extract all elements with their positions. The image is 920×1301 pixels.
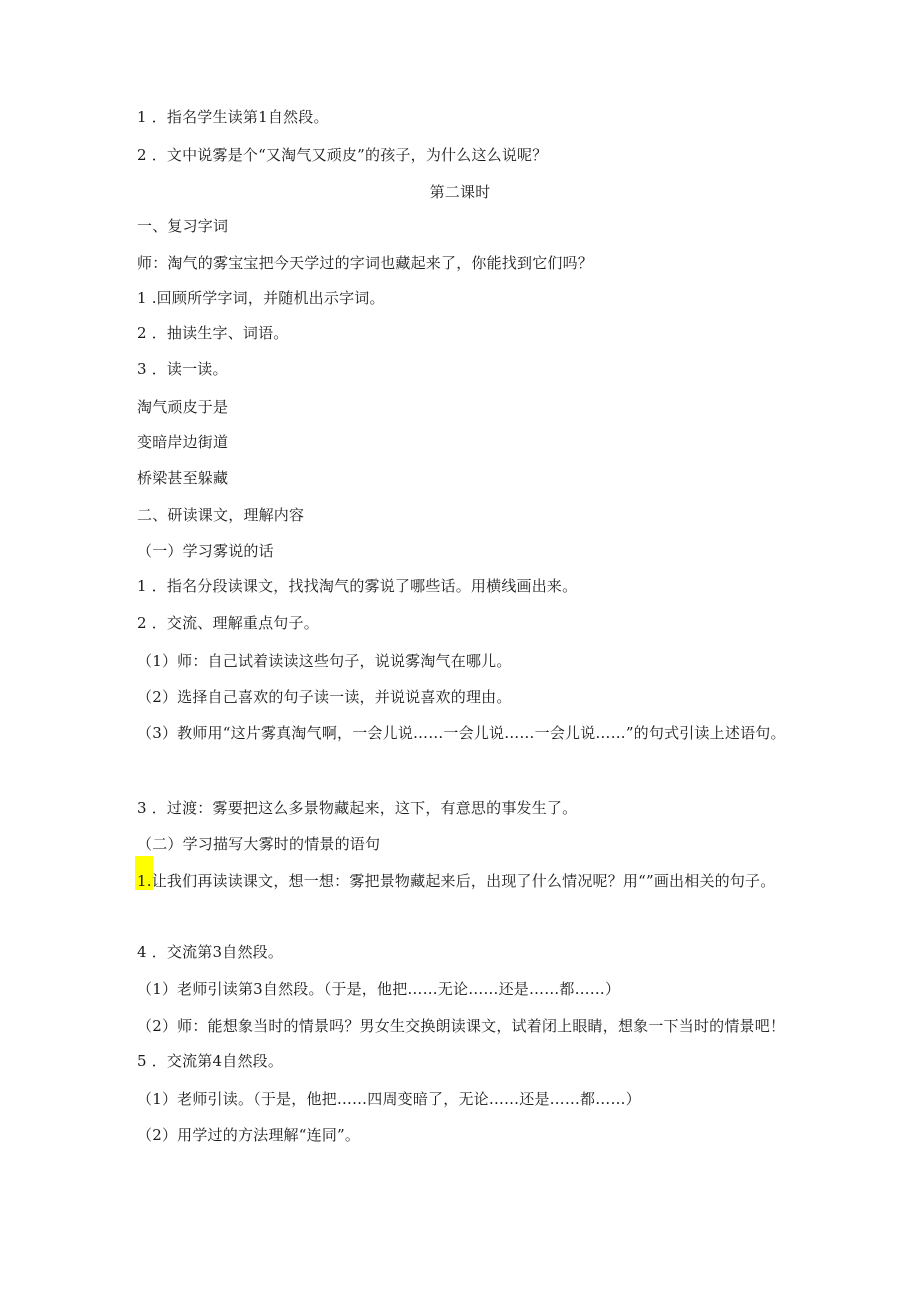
text-line-para3-2: （2）师：能想象当时的情景吗？男女生交换朗读课文，试着闭上眼睛，想象一下当时的情景吧！ xyxy=(137,1017,786,1035)
word-row-1: 淘气顽皮于是 xyxy=(137,398,229,416)
text-line-2: 2 ．文中说雾是个“又淘气又顽皮”的孩子，为什么这么说呢？ xyxy=(137,146,548,164)
text-line-reread-body: 让我们再读读课文，想一想：雾把景物藏起来后，出现了什么情况呢？用“”画出相关的句子。 xyxy=(151,872,776,890)
text-line-review-3: 3 ．读一读。 xyxy=(137,360,228,378)
subheading-fog-scene: （二）学习描写大雾时的情景的语句 xyxy=(137,835,381,853)
highlight-marker: 1. xyxy=(137,864,152,898)
word-row-2: 变暗岸边街道 xyxy=(137,433,229,451)
text-line-study-2-3: （3）教师用“这片雾真淘气啊，一会儿说……一会儿说……一会儿说……”的句式引读上述语句。 xyxy=(137,724,786,742)
text-line-para3: 4 ．交流第3自然段。 xyxy=(137,943,284,961)
text-line-study-2-2: （2）选择自己喜欢的句子读一读，并说说喜欢的理由。 xyxy=(137,688,512,706)
text-line-para4-2: （2）用学过的方法理解“连同”。 xyxy=(137,1126,361,1144)
text-line-para4: 5 ．交流第4自然段。 xyxy=(137,1052,284,1070)
text-line-study-2-1: （1）师：自己试着读读这些句子，说说雾淘气在哪儿。 xyxy=(137,652,512,670)
text-line-review-2: 2 ．抽读生字、词语。 xyxy=(137,324,289,342)
word-row-3: 桥梁甚至躲藏 xyxy=(137,469,229,487)
text-line-review-1: 1 .回顾所学字词，并随机出示字词。 xyxy=(137,289,385,307)
text-line-transition: 3 ．过渡：雾要把这么多景物藏起来，这下，有意思的事发生了。 xyxy=(137,799,578,817)
subheading-fog-words: （一）学习雾说的话 xyxy=(137,542,274,560)
text-line-para3-1: （1）老师引读第3自然段。（于是，他把……无论……还是……都……） xyxy=(137,980,621,998)
text-line-study-1: 1 ．指名分段读课文，找找淘气的雾说了哪些话。用横线画出来。 xyxy=(137,577,578,595)
text-line-teacher: 师：淘气的雾宝宝把今天学过的字词也藏起来了，你能找到它们吗？ xyxy=(137,254,594,272)
heading-review: 一、复习字词 xyxy=(137,217,229,235)
text-line-reread xyxy=(137,864,920,898)
text-line-para4-1: （1）老师引读。（于是，他把……四周变暗了，无论……还是……都……） xyxy=(137,1090,641,1108)
text-line-study-2: 2 ．交流、理解重点句子。 xyxy=(137,614,319,632)
text-line-1: 1 ．指名学生读第1自然段。 xyxy=(137,108,329,126)
section-title: 第二课时 xyxy=(429,183,491,201)
heading-study: 二、研读课文，理解内容 xyxy=(137,506,305,524)
